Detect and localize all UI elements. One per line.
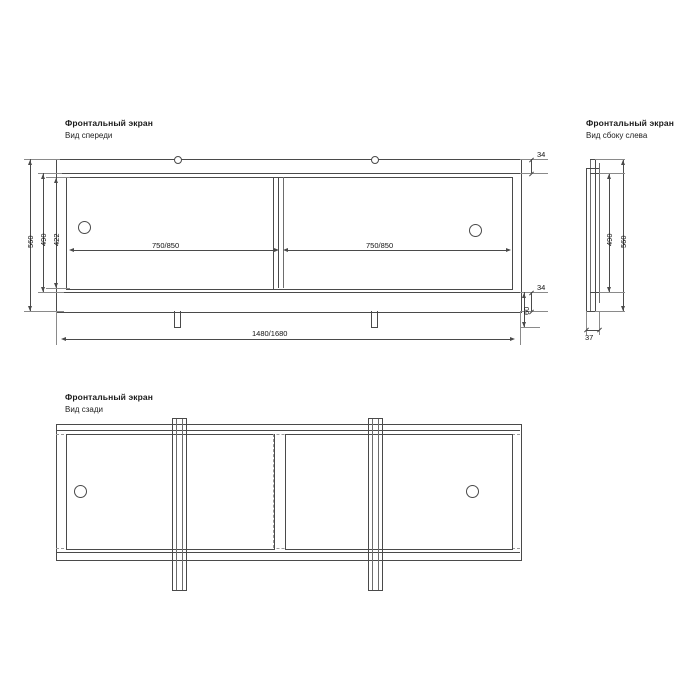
- ext-line-side-top: [595, 159, 625, 160]
- back-left-handle-circle: [74, 485, 87, 498]
- front-view-subtitle: Вид спереди: [65, 131, 113, 140]
- front-panel-overlap-line-2: [283, 177, 284, 288]
- back-stiffener-right-a: [368, 418, 369, 590]
- ext-line-front-bottom: [24, 311, 64, 312]
- dim-arrow-leg-bottom: [522, 322, 526, 327]
- ext-line-width-left: [56, 311, 57, 345]
- ext-line-front-panel-top: [46, 177, 70, 178]
- front-panel-overlap-line: [278, 177, 279, 288]
- dim-bottom-gap: 34: [537, 283, 546, 292]
- dim-side-depth: 37: [585, 333, 594, 342]
- dim-arrow-inner-top: [41, 174, 45, 179]
- dim-height-panel: 422: [52, 233, 61, 246]
- dim-arrow-leg-top: [522, 293, 526, 298]
- dim-arrow-side-inner-top: [607, 174, 611, 179]
- ext-line-front-bottom-rail: [38, 292, 64, 293]
- dim-arrow-total-bottom: [28, 306, 32, 311]
- side-top-rail: [590, 173, 599, 174]
- dim-right-panel-width: 750/850: [366, 241, 394, 250]
- dim-top-gap: 34: [537, 150, 546, 159]
- side-outline-mid: [590, 159, 591, 311]
- ext-line-right-top-rail: [520, 173, 548, 174]
- back-stiffener-left-inner-a: [176, 418, 177, 590]
- dim-arrow-total-top: [28, 160, 32, 165]
- front-left-sliding-panel: [66, 177, 275, 290]
- front-leg-left-foot: [174, 327, 181, 328]
- dim-left-panel-width: 750/850: [152, 241, 180, 250]
- back-stiffener-right-b: [382, 418, 383, 590]
- side-inner-line: [599, 163, 600, 303]
- dim-side-height-total: 560: [619, 235, 628, 248]
- back-overlap-hidden-line: [273, 434, 274, 548]
- ext-line-depth-left: [586, 311, 587, 335]
- dim-height-total: 560: [26, 235, 35, 248]
- dim-line-top-gap: [531, 159, 532, 173]
- back-stiffener-right-bottom: [368, 590, 383, 591]
- back-stiffener-left-a: [172, 418, 173, 590]
- back-stiffener-left-inner-b: [182, 418, 183, 590]
- dim-arrow-width-left: [61, 337, 66, 341]
- back-stiffener-right-top: [368, 418, 383, 419]
- back-right-handle-circle: [466, 485, 479, 498]
- side-bottom-rail: [590, 292, 599, 293]
- dim-arrow-width-right: [510, 337, 515, 341]
- side-view-subtitle: Вид сбоку слева: [586, 131, 648, 140]
- dim-arrow-right-panel-a: [283, 248, 288, 252]
- front-leg-right-foot: [371, 327, 378, 328]
- back-stiffener-right-inner-a: [372, 418, 373, 590]
- dim-arrow-inner-bottom: [41, 287, 45, 292]
- front-top-fixing-left: [174, 156, 182, 164]
- front-top-fixing-right: [371, 156, 379, 164]
- dim-arrow-right-panel-b: [506, 248, 511, 252]
- back-stiffener-left-top: [172, 418, 187, 419]
- back-top-rail-line: [56, 430, 520, 431]
- front-leg-left-b: [180, 311, 181, 327]
- back-stiffener-right-inner-b: [378, 418, 379, 590]
- ext-line-side-rail-bottom: [599, 292, 625, 293]
- back-view-title: Фронтальный экран: [65, 392, 153, 402]
- ext-line-width-right: [520, 311, 521, 345]
- dim-height-inner: 490: [39, 233, 48, 246]
- front-top-rail-line: [56, 173, 520, 174]
- front-leg-right-a: [371, 311, 372, 327]
- ext-line-leg-bottom: [520, 327, 540, 328]
- front-right-handle-circle: [469, 224, 482, 237]
- dim-arrow-left-panel-b: [274, 248, 279, 252]
- dim-width-total: 1480/1680: [252, 329, 288, 338]
- side-top-cap: [586, 168, 599, 169]
- ext-line-depth-right: [599, 311, 600, 335]
- front-bottom-rail-line: [56, 292, 520, 293]
- dim-line-right-panel: [288, 250, 506, 251]
- dim-leg: 60: [522, 306, 531, 315]
- ext-line-front-panel-bottom: [46, 288, 70, 289]
- dim-side-height-inner: 490: [605, 233, 614, 246]
- back-left-panel: [66, 434, 275, 550]
- dim-line-width-total: [66, 339, 510, 340]
- back-stiffener-left-b: [186, 418, 187, 590]
- dim-line-left-panel: [74, 250, 274, 251]
- back-bottom-rail-line: [56, 552, 520, 553]
- dim-arrow-panel-top: [54, 178, 58, 183]
- dim-line-bottom-gap: [531, 292, 532, 311]
- ext-line-side-rail-top: [599, 173, 625, 174]
- front-view-title: Фронтальный экран: [65, 118, 153, 128]
- back-stiffener-left-bottom: [172, 590, 187, 591]
- front-leg-right-b: [377, 311, 378, 327]
- dim-arrow-side-total-top: [621, 160, 625, 165]
- dim-arrow-panel-bottom: [54, 283, 58, 288]
- side-view-title: Фронтальный экран: [586, 118, 674, 128]
- front-left-handle-circle: [78, 221, 91, 234]
- front-leg-left-a: [174, 311, 175, 327]
- back-view-subtitle: Вид сзади: [65, 405, 103, 414]
- side-outline-right: [595, 159, 596, 311]
- side-outline-left: [586, 168, 587, 311]
- dim-arrow-left-panel-a: [69, 248, 74, 252]
- ext-line-right-top: [520, 159, 548, 160]
